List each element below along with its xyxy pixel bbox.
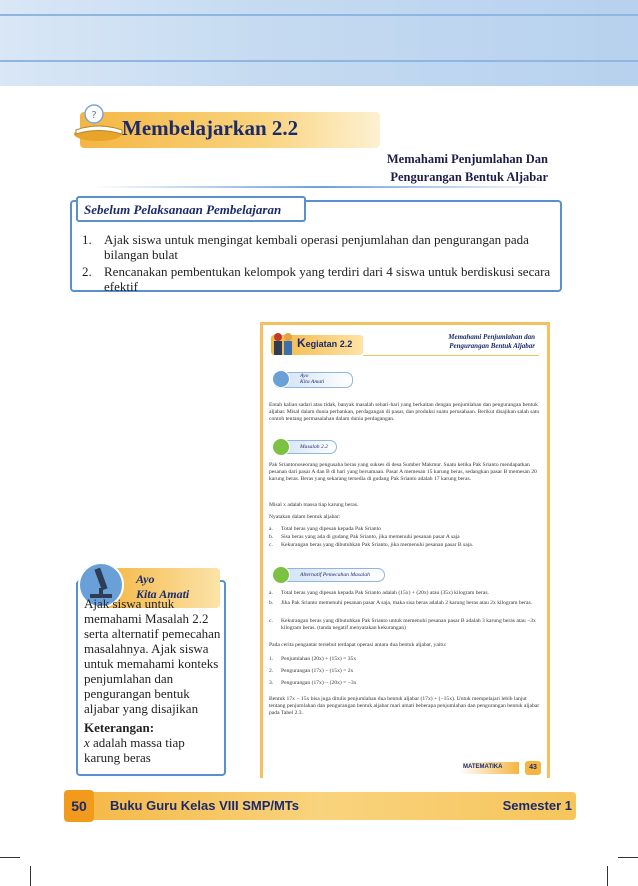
masalah-label: Masalah 2.2 — [273, 440, 337, 454]
closing-paragraph: Bentuk 17x − 15x bisa juga ditulis penjumlahan dua bentuk aljabar (17x) + (−15x). Untuk mempelajari lebih lanjut tentang penjumlahan dan pengurangan bentuk aljabar mari amati beberapa penjumlahan dan pengurangan bentuk aljabar pada Tabel 2.3. — [269, 696, 540, 717]
check-icon — [272, 566, 290, 584]
lesson-topic — [387, 150, 548, 186]
intro-paragraph: Entah kalian sadari atau tidak, banyak masalah sehari-hari yang berkaitan dengan penjumlahan dan pengurangan bentuk aljabar. Misal dalam dunia perbankan, perdagangan di pasar, dan produksi suatu perusahaan. Berikut disajikan salah satu contoh tentang permasalahan dalam dunia perdagangan. — [269, 402, 540, 423]
list-item: a. Total beras yang dipesan kepada Pak Srianto adalah (15x) + (20x) atau (35x) kilogram beras. — [269, 590, 489, 596]
students-icon — [269, 331, 297, 357]
student-book-page — [260, 322, 550, 778]
ayo-kita-amati-label: Ayo Kita Amati — [273, 372, 353, 388]
list-item: 1. Ajak siswa untuk mengingat kembali operasi penjumlahan dan pengurangan pada bilangan bulat — [82, 232, 529, 262]
topic-line-1: Memahami Penjumlahan Dan — [386, 152, 548, 166]
pre-lesson-title: Sebelum Pelaksanaan Pembelajaran — [76, 196, 306, 222]
list-item: 1. Penjumlahan (20x) + (15x) = 35x — [269, 656, 357, 662]
semester-label: Semester 1 — [502, 798, 572, 813]
list-item: 3. Pengurangan (17x) − (20x) = −3x — [269, 680, 357, 686]
side-note-title: Ayo Kita Amati — [136, 572, 190, 601]
list-item: c. Kekurangan beras yang dibutuhkan Pak Srianto untuk memenuhi pesanan pasar B adalah 3 karung beras atau −3x kilogram beras. (tanda negatif menyatakan kekurangan) — [269, 618, 536, 632]
activity-topic: Memahami Penjumlahan dan Pengurangan Bentuk Aljabar — [448, 333, 535, 350]
alternatif-label: Alternatif Pemecahan Masalah — [273, 568, 385, 582]
student-page-number: 43 — [525, 761, 541, 775]
list-item: 2. Rencanakan pembentukan kelompok yang terdiri dari 4 siswa untuk berdiskusi secara efektif — [82, 264, 551, 294]
kegiatan-label: Kegiatan 2.2 — [297, 336, 353, 350]
student-page-footer — [263, 762, 547, 774]
crop-mark — [0, 857, 20, 858]
side-note-body: Ajak siswa untuk memahami Masalah 2.2 serta alternatif pemecahan masalahnya. Ajak siswa untuk memahami konteks penjumlahan dan pengurangan bentuk aljabar yang disajikan Keterangan: x adalah massa tiap karung beras — [84, 596, 221, 765]
activity-header — [263, 322, 547, 356]
pada-line: Pada cerita pengantar tersebut terdapat operasi antara dua bentuk aljabar, yaitu: — [269, 642, 447, 648]
divider — [92, 186, 552, 188]
crop-mark — [30, 866, 31, 886]
list-item: b. Sisa beras yang ada di gudang Pak Srianto, jika memenuhi pesanan pasar A saja — [269, 534, 460, 540]
pre-lesson-list — [82, 232, 552, 296]
list-item: b. Jika Pak Srianto memenuhi pesanan pasar A saja, maka sisa beras adalah 2 karung beras atau 2x kilogram beras. — [269, 600, 533, 606]
microscope-icon — [272, 370, 290, 388]
subject-label: MATEMATIKA — [463, 764, 503, 770]
crop-mark — [618, 857, 638, 858]
topic-line-2: Pengurangan Bentuk Aljabar — [390, 170, 548, 184]
list-item: 2. Pengurangan (17x) − (15x) = 2x — [269, 668, 354, 674]
nyatakan-line: Nyatakan dalam bentuk aljabar: — [269, 514, 341, 520]
problem-paragraph: Pak Sriantonoseorang pengusaha beras yang sukses di desa Sumber Makmur. Suatu ketika Pak Srianto mendapatkan pesanan dari pasar A dan B di hari yang bersamaan. Pasar A memesan 15 karung beras, sedangkan pasar B memesan 20 karung beras. Beras yang sekarang tersedia di gudang Pak Srianto adalah 17 karung beras. — [269, 462, 537, 483]
top-banner — [0, 0, 638, 86]
divider — [363, 355, 539, 356]
lesson-title: Membelajarkan 2.2 — [122, 116, 299, 140]
book-title: Buku Guru Kelas VIII SMP/MTs — [110, 798, 300, 813]
misal-line: Misal x adalah massa tiap karung beras. — [269, 502, 359, 508]
list-item: a. Total beras yang dipesan kepada Pak Srianto — [269, 526, 381, 532]
book-icon — [72, 100, 126, 144]
page-number: 50 — [64, 790, 94, 822]
list-item: c. Kekurangan beras yang dibutuhkan Pak Srianto, jika memenuhi pesanan pasar B saja. — [269, 542, 474, 548]
question-icon — [272, 438, 290, 456]
crop-mark — [607, 866, 608, 886]
svg-text:?: ? — [91, 110, 97, 121]
